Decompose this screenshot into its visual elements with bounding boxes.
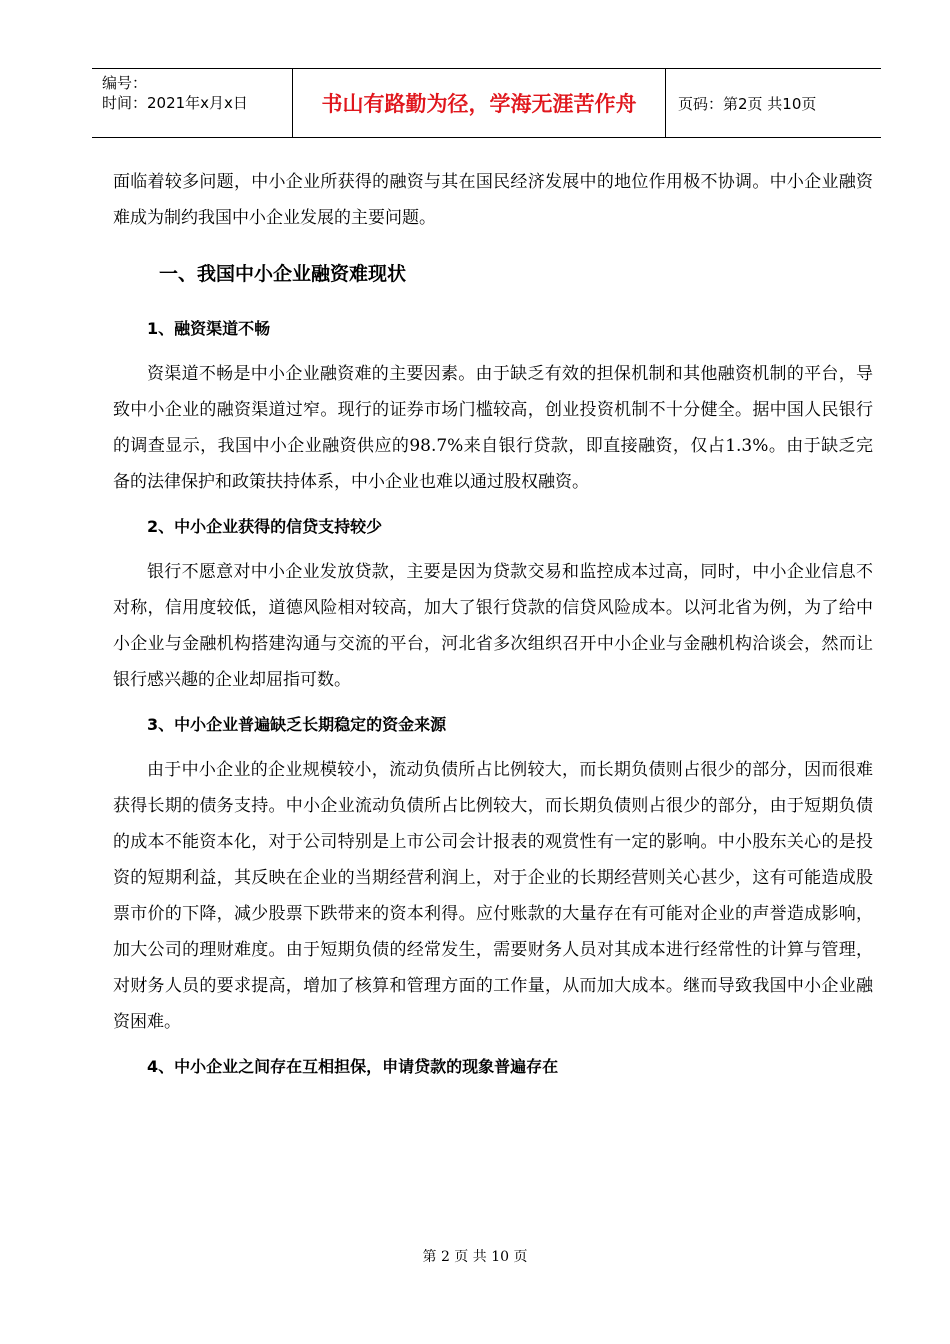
subsection-heading-3: 3、中小企业普遍缺乏长期稳定的资金来源 <box>147 715 447 734</box>
header-meta-cell <box>92 69 293 137</box>
subsection-paragraph-1: 资渠道不畅是中小企业融资难的主要因素。由于缺乏有效的担保机制和其他融资机制的平台，导致中小企业的融资渠道过窄。现行的证券市场门槛较高，创业投资机制不十分健全。据中国人民银行的调查显示，我国中小企业融资供应的98.7%来自银行贷款，即直接融资，仅占1.3%。由于缺乏完备的法律保护和政策扶持体系，中小企业也难以通过股权融资。 <box>113 364 873 492</box>
document-time-label: 时间：2021年x月x日 <box>102 94 248 112</box>
subsection-paragraph-3: 由于中小企业的企业规模较小，流动负债所占比例较大，而长期负债则占很少的部分，因而很难获得长期的债务支持。中小企业流动负债所占比例较大，而长期负债则占很少的部分，由于短期负债的成本不能资本化，对于公司特别是上市公司会计报表的观赏性有一定的影响。中小股东关心的是投资的短期利益，其反映在企业的当期经营利润上，对于企业的长期经营则关心甚少，这有可能造成股票市价的下降，减少股票下跌带来的资本利得。应付账款的大量存在有可能对企业的声誉造成影响，加大公司的理财难度。由于短期负债的经常发生，需要财务人员对其成本进行经常性的计算与管理，对财务人员的要求提高，增加了核算和管理方面的工作量，从而加大成本。继而导致我国中小企业融资困难。 <box>113 760 873 1032</box>
document-body <box>113 164 873 1094</box>
subsection-paragraph-2: 银行不愿意对中小企业发放贷款，主要是因为贷款交易和监控成本过高，同时，中小企业信息不对称，信用度较低，道德风险相对较高，加大了银行贷款的信贷风险成本。以河北省为例，为了给中小企业与金融机构搭建沟通与交流的平台，河北省多次组织召开中小企业与金融机构洽谈会，然而让银行感兴趣的企业却屈指可数。 <box>113 562 873 690</box>
intro-paragraph: 面临着较多问题，中小企业所获得的融资与其在国民经济发展中的地位作用极不协调。中小企业融资难成为制约我国中小企业发展的主要问题。 <box>113 172 873 228</box>
subsection-heading-1: 1、融资渠道不畅 <box>147 319 271 338</box>
document-number-label: 编号： <box>102 74 148 92</box>
subsection-heading-4: 4、中小企业之间存在互相担保，申请贷款的现象普遍存在 <box>147 1057 559 1076</box>
header-motto: 书山有路勤为径，学海无涯苦作舟 <box>293 69 666 137</box>
header-page-label: 页码：第2页 共10页 <box>678 94 817 113</box>
section-title: 一、我国中小企业融资难现状 <box>159 263 407 285</box>
document-header <box>92 68 881 138</box>
page-footer: 第 2 页 共 10 页 <box>422 1249 528 1265</box>
subsection-heading-2: 2、中小企业获得的信贷支持较少 <box>147 517 383 536</box>
